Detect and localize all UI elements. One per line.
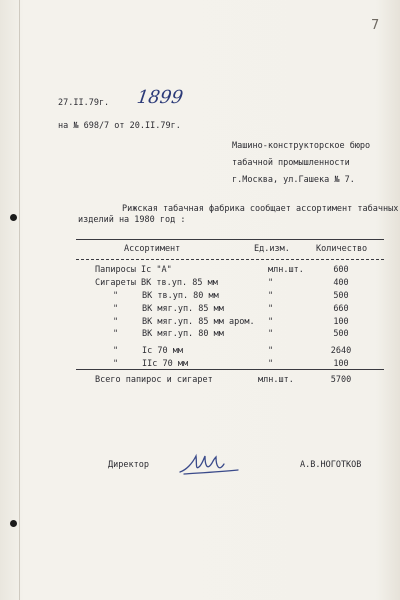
table-row: " Ic 70 мм " 2640 bbox=[113, 346, 352, 356]
addressee-line: табачной промышленности bbox=[232, 158, 350, 168]
table-row: " ВК мяг.уп. 85 мм " 660 bbox=[113, 304, 349, 314]
punch-hole bbox=[10, 214, 17, 221]
table-row: Папиросы Ic "А" млн.шт. 600 bbox=[95, 265, 349, 275]
intro-line: изделий на 1980 год : bbox=[78, 215, 186, 225]
addressee-line: г.Москва, ул.Гашека № 7. bbox=[232, 175, 355, 185]
signatory-name: А.В.НОГОТКОВ bbox=[300, 460, 362, 470]
letter-date: 27.II.79г. bbox=[58, 98, 110, 108]
signatory-title: Директор bbox=[108, 460, 149, 470]
punch-hole bbox=[10, 520, 17, 527]
table-row: Сигареты ВК тв.уп. 85 мм " 400 bbox=[95, 278, 349, 288]
addressee-block bbox=[232, 138, 370, 189]
column-header-unit: Ед.изм. bbox=[254, 244, 290, 254]
reference-line: на № 698/7 от 20.II.79г. bbox=[58, 121, 181, 131]
table-row: " IIc 70 мм " 100 bbox=[113, 359, 349, 369]
table-bottom-rule bbox=[76, 369, 384, 370]
table-total-row: Всего папирос и сигарет млн.шт. 5700 bbox=[95, 375, 352, 385]
addressee-line: Машино-конструкторское бюро bbox=[232, 141, 371, 151]
handwritten-registration-number: 1899 bbox=[135, 87, 185, 108]
column-header-assortment: Ассортимент bbox=[124, 244, 181, 254]
intro-line: Рижская табачная фабрика сообщает ассортимент табачных bbox=[122, 204, 399, 214]
folio-number: 7 bbox=[371, 18, 380, 33]
director-signature bbox=[178, 452, 240, 478]
table-row: " ВК мяг.уп. 85 мм аром. " 100 bbox=[113, 317, 349, 327]
table-row: " ВК мяг.уп. 80 мм " 500 bbox=[113, 329, 349, 339]
table-row: " ВК тв.уп. 80 мм " 500 bbox=[113, 291, 349, 301]
table-top-rule bbox=[76, 239, 384, 240]
table-header-rule bbox=[76, 259, 384, 260]
column-header-quantity: Количество bbox=[316, 244, 368, 254]
